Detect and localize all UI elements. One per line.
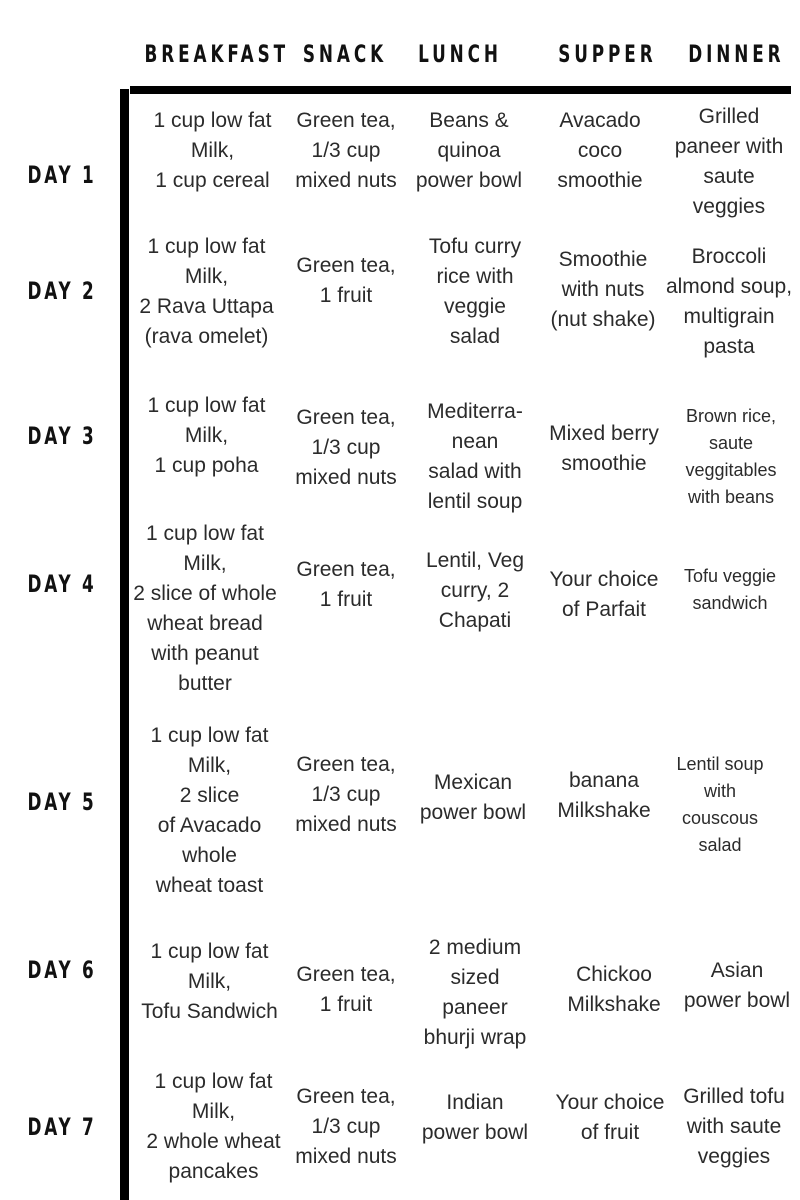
breakfast-cell: 1 cup low fat Milk, 2 slice of Avacado whole wheat toast (150, 724, 269, 897)
day-label: DAY 3 (27, 422, 97, 450)
header-supper: SUPPER (558, 40, 657, 68)
day-label: DAY 6 (27, 956, 97, 984)
day-label: DAY 5 (27, 788, 97, 816)
day-label: DAY 1 (27, 161, 97, 189)
lunch-cell: 2 medium sized paneer bhurji wrap (423, 936, 527, 1049)
header-lunch: LUNCH (418, 40, 502, 68)
day-label: DAY 7 (27, 1113, 97, 1141)
snack-cell: Green tea, 1/3 cup mixed nuts (295, 1085, 397, 1168)
header-breakfast: BREAKFAST (144, 40, 290, 68)
lunch-cell: Mediterra- nean salad with lentil soup (427, 400, 523, 513)
breakfast-cell: 1 cup low fat Milk, 2 Rava Uttapa (rava omelet) (139, 235, 274, 348)
snack-cell: Green tea, 1/3 cup mixed nuts (295, 753, 397, 836)
dinner-cell: Broccoli almond soup, multigrain pasta (665, 245, 793, 358)
snack-cell: Green tea, 1 fruit (296, 963, 396, 1016)
supper-cell: Your choice of fruit (555, 1091, 665, 1144)
lunch-cell: Mexican power bowl (419, 771, 527, 824)
snack-cell: Green tea, 1/3 cup mixed nuts (295, 406, 397, 489)
lunch-cell: Beans & quinoa power bowl (415, 109, 523, 192)
supper-cell: Chickoo Milkshake (567, 963, 661, 1016)
snack-cell: Green tea, 1 fruit (296, 558, 396, 611)
dinner-cell: Asian power bowl (683, 959, 791, 1012)
day-label: DAY 4 (27, 570, 97, 598)
supper-cell: Your choice of Parfait (549, 568, 659, 621)
snack-cell: Green tea, 1/3 cup mixed nuts (295, 109, 397, 192)
supper-cell: Smoothie with nuts (nut shake) (550, 248, 656, 331)
breakfast-cell: 1 cup low fat Milk, Tofu Sandwich (141, 940, 278, 1023)
lunch-cell: Tofu curry rice with veggie salad (428, 235, 522, 348)
supper-cell: Avacado coco smoothie (557, 109, 643, 192)
header-dinner: DINNER (688, 40, 785, 68)
dinner-cell: Lentil soup with couscous salad (676, 754, 764, 855)
supper-cell: banana Milkshake (557, 769, 651, 822)
day-label: DAY 2 (27, 277, 97, 305)
lunch-cell: Lentil, Veg curry, 2 Chapati (425, 549, 525, 632)
supper-cell: Mixed berry smoothie (549, 422, 659, 475)
header-divider (130, 86, 791, 94)
breakfast-cell: 1 cup low fat Milk, 1 cup poha (147, 394, 266, 477)
lunch-cell: Indian power bowl (421, 1091, 529, 1144)
breakfast-cell: 1 cup low fat Milk, 1 cup cereal (153, 109, 272, 192)
snack-cell: Green tea, 1 fruit (296, 254, 396, 307)
dinner-cell: Tofu veggie sandwich (683, 566, 777, 613)
dinner-cell: Grilled paneer with saute veggies (674, 105, 784, 218)
dinner-cell: Grilled tofu with saute veggies (683, 1085, 785, 1168)
dinner-cell: Brown rice, saute veggitables with beans (685, 406, 777, 507)
header-snack: SNACK (302, 40, 388, 68)
breakfast-cell: 1 cup low fat Milk, 2 whole wheat pancakes (146, 1070, 281, 1183)
breakfast-cell: 1 cup low fat Milk, 2 slice of whole wheat bread with peanut butter (133, 522, 277, 695)
